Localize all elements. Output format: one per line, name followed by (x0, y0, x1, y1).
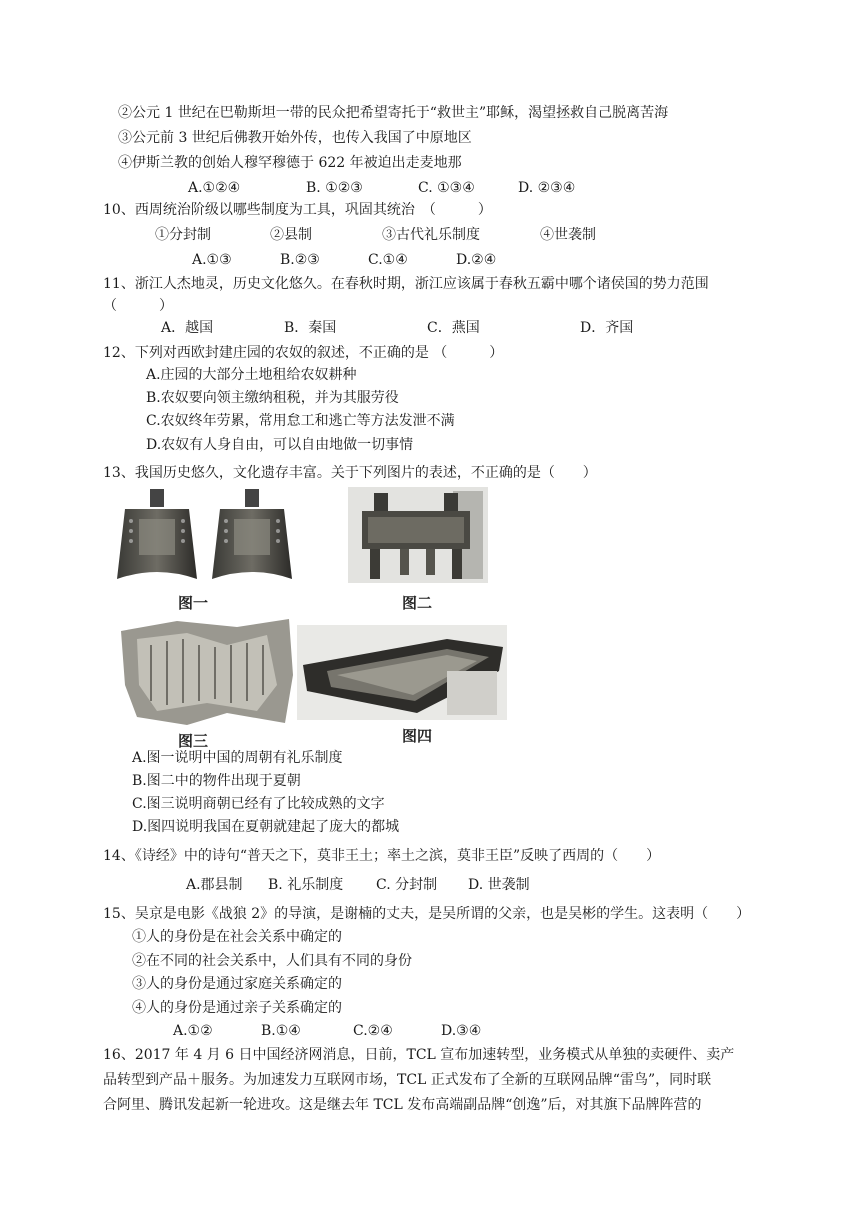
figure-1-bronze-bells (117, 487, 295, 583)
q10-option-a: A.①③ (192, 252, 232, 268)
q9-option-d: D. ②③④ (518, 180, 576, 196)
q15-item-1: ①人的身份是在社会关系中确定的 (132, 929, 342, 945)
q12-stem: 12、下列对西欧封建庄园的农奴的叙述，不正确的是 （ ） (103, 345, 504, 361)
q15-options (173, 1021, 481, 1041)
q15-item-3: ③人的身份是通过家庭关系确定的 (132, 976, 342, 992)
q13-stem: 13、我国历史悠久，文化遗存丰富。关于下列图片的表述，不正确的是（ ） (103, 465, 597, 481)
q15-option-c: C.②④ (353, 1023, 393, 1039)
figure-4-caption: 图四 (402, 727, 433, 745)
q9-option-c: C. ①③④ (418, 180, 475, 196)
q14-stem: 14、《诗经》中的诗句“普天之下，莫非王土；率土之滨，莫非王臣”反映了西周的（ ） (103, 848, 661, 864)
q10-stem: 10、西周统治阶级以哪些制度为工具，巩固其统治 （ ） (103, 202, 492, 218)
figure-3-caption: 图三 (178, 732, 209, 750)
q11-option-c: C．燕国 (427, 320, 480, 336)
q14-option-a: A.郡县制 (186, 877, 243, 893)
q10-item-3: ③古代礼乐制度 (382, 227, 480, 243)
q9-item-2: ②公元 1 世纪在巴勒斯坦一带的民众把希望寄托于“救世主”耶稣，渴望拯救自己脱离苦海 (118, 105, 669, 121)
q10-item-2: ②县制 (270, 227, 312, 243)
q11-stem: 11、浙江人杰地灵，历史文化悠久。在春秋时期，浙江应该属于春秋五霸中哪个诸侯国的势力范围 (103, 276, 709, 292)
q16-line-3: 合阿里、腾讯发起新一轮进攻。这是继去年 TCL 发布高端副品牌“创逸”后，对其旗下品牌阵营的 (103, 1097, 702, 1113)
q9-item-4: ④伊斯兰教的创始人穆罕穆德于 622 年被迫出走麦地那 (118, 155, 462, 171)
q14-options (186, 875, 530, 895)
q11-option-a: A．越国 (161, 320, 214, 336)
q9-option-a: A.①②④ (188, 180, 241, 196)
figure-4-bronze-model (297, 625, 507, 720)
q14-option-d: D. 世袭制 (468, 877, 530, 893)
figure-3-oracle-bone (117, 615, 297, 727)
q9-option-b: B. ①②③ (306, 180, 363, 196)
q12-option-d: D.农奴有人身自由，可以自由地做一切事情 (146, 437, 414, 453)
q11-options (161, 318, 633, 338)
q11-option-d: D．齐国 (580, 320, 634, 336)
q15-stem: 15、吴京是电影《战狼 2》的导演，是谢楠的丈夫，是吴所谓的父亲，也是吴彬的学生。这表明（ ） (103, 906, 751, 922)
q12-option-c: C.农奴终年劳累，常用怠工和逃亡等方法发泄不满 (146, 413, 455, 429)
q16-line-2: 品转型到产品＋服务。为加速发力互联网市场，TCL 正式发布了全新的互联网品牌“雷鸟”，同时联 (103, 1072, 712, 1088)
q15-option-b: B.①④ (261, 1023, 301, 1039)
q11-option-b: B．秦国 (284, 320, 337, 336)
q15-option-d: D.③④ (441, 1023, 482, 1039)
q13-option-a: A.图一说明中国的周朝有礼乐制度 (132, 750, 343, 766)
q10-option-b: B.②③ (280, 252, 320, 268)
q10-option-d: D.②④ (456, 252, 497, 268)
q15-item-4: ④人的身份是通过亲子关系确定的 (132, 1000, 342, 1016)
figure-1-caption: 图一 (178, 594, 209, 612)
q13-option-b: B.图二中的物件出现于夏朝 (132, 773, 301, 789)
q12-option-b: B.农奴要向领主缴纳租税，并为其服劳役 (146, 390, 399, 406)
q15-item-2: ②在不同的社会关系中，人们具有不同的身份 (132, 953, 412, 969)
q12-option-a: A.庄园的大部分土地租给农奴耕种 (146, 367, 357, 383)
q14-option-c: C. 分封制 (376, 877, 438, 893)
q13-option-d: D.图四说明我国在夏朝就建起了庞大的都城 (132, 819, 400, 835)
q9-options (188, 178, 575, 198)
q10-item-4: ④世袭制 (540, 227, 596, 243)
q11-stem-paren: （ ） (103, 298, 173, 314)
figure-2-caption: 图二 (402, 594, 433, 612)
q15-option-a: A.①② (173, 1023, 213, 1039)
figure-2-bronze-ding (348, 487, 488, 583)
q10-options (192, 250, 496, 270)
q14-option-b: B. 礼乐制度 (268, 877, 344, 893)
q9-item-3: ③公元前 3 世纪后佛教开始外传，也传入我国了中原地区 (118, 130, 472, 146)
q10-option-c: C.①④ (368, 252, 408, 268)
q10-items (155, 225, 596, 245)
q13-option-c: C.图三说明商朝已经有了比较成熟的文字 (132, 796, 385, 812)
q10-item-1: ①分封制 (155, 227, 211, 243)
q16-line-1: 16、2017 年 4 月 6 日中国经济网消息，日前，TCL 宣布加速转型，业务模式从单独的卖硬件、卖产 (103, 1047, 735, 1063)
